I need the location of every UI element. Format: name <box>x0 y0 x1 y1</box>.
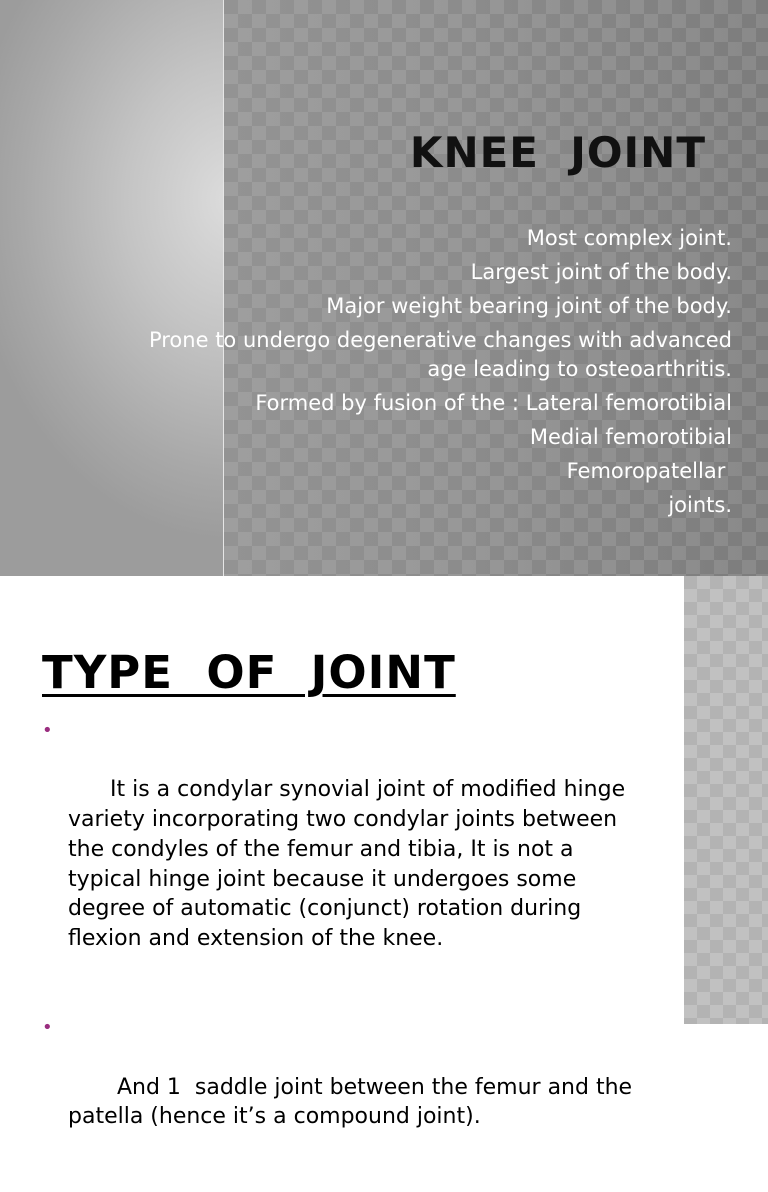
bullet-icon: • <box>42 720 53 741</box>
slide-title: KNEE JOINT <box>409 128 706 177</box>
body-line: Prone to undergo degenerative changes with advanced age leading to osteoarthritis. <box>148 328 739 381</box>
body-line: joints. <box>668 493 732 517</box>
slide-decorative-strip <box>684 576 768 1024</box>
body-line: Formed by fusion of the : Lateral femorotibial <box>255 391 732 415</box>
body-line: Medial femorotibial <box>529 425 732 449</box>
bullet-list <box>42 716 642 1192</box>
list-item <box>42 1013 642 1162</box>
body-line: Most complex joint. <box>526 226 732 250</box>
body-line: Major weight bearing joint of the body. <box>326 294 732 318</box>
slide-type-of-joint <box>0 576 768 1130</box>
slide-heading: TYPE OF JOINT <box>42 646 456 699</box>
bullet-icon: • <box>42 1017 53 1039</box>
list-item-text: It is a condylar synovial joint of modified hinge variety incorporating two condylar joints between the condyles of the femur and tibia, It is not a typical hinge joint because it undergoes some degree of automatic (conjunct) rotation during flexion and extension of the knee. <box>68 777 633 951</box>
slide-knee-joint <box>0 0 768 576</box>
body-line: Femoropatellar <box>566 459 732 483</box>
list-item-text: And 1 saddle joint between the femur and the patella (hence it’s a compound joint). <box>68 1074 640 1130</box>
body-line: Largest joint of the body. <box>470 260 732 284</box>
list-item <box>42 716 642 983</box>
slide-body-text <box>132 224 739 525</box>
